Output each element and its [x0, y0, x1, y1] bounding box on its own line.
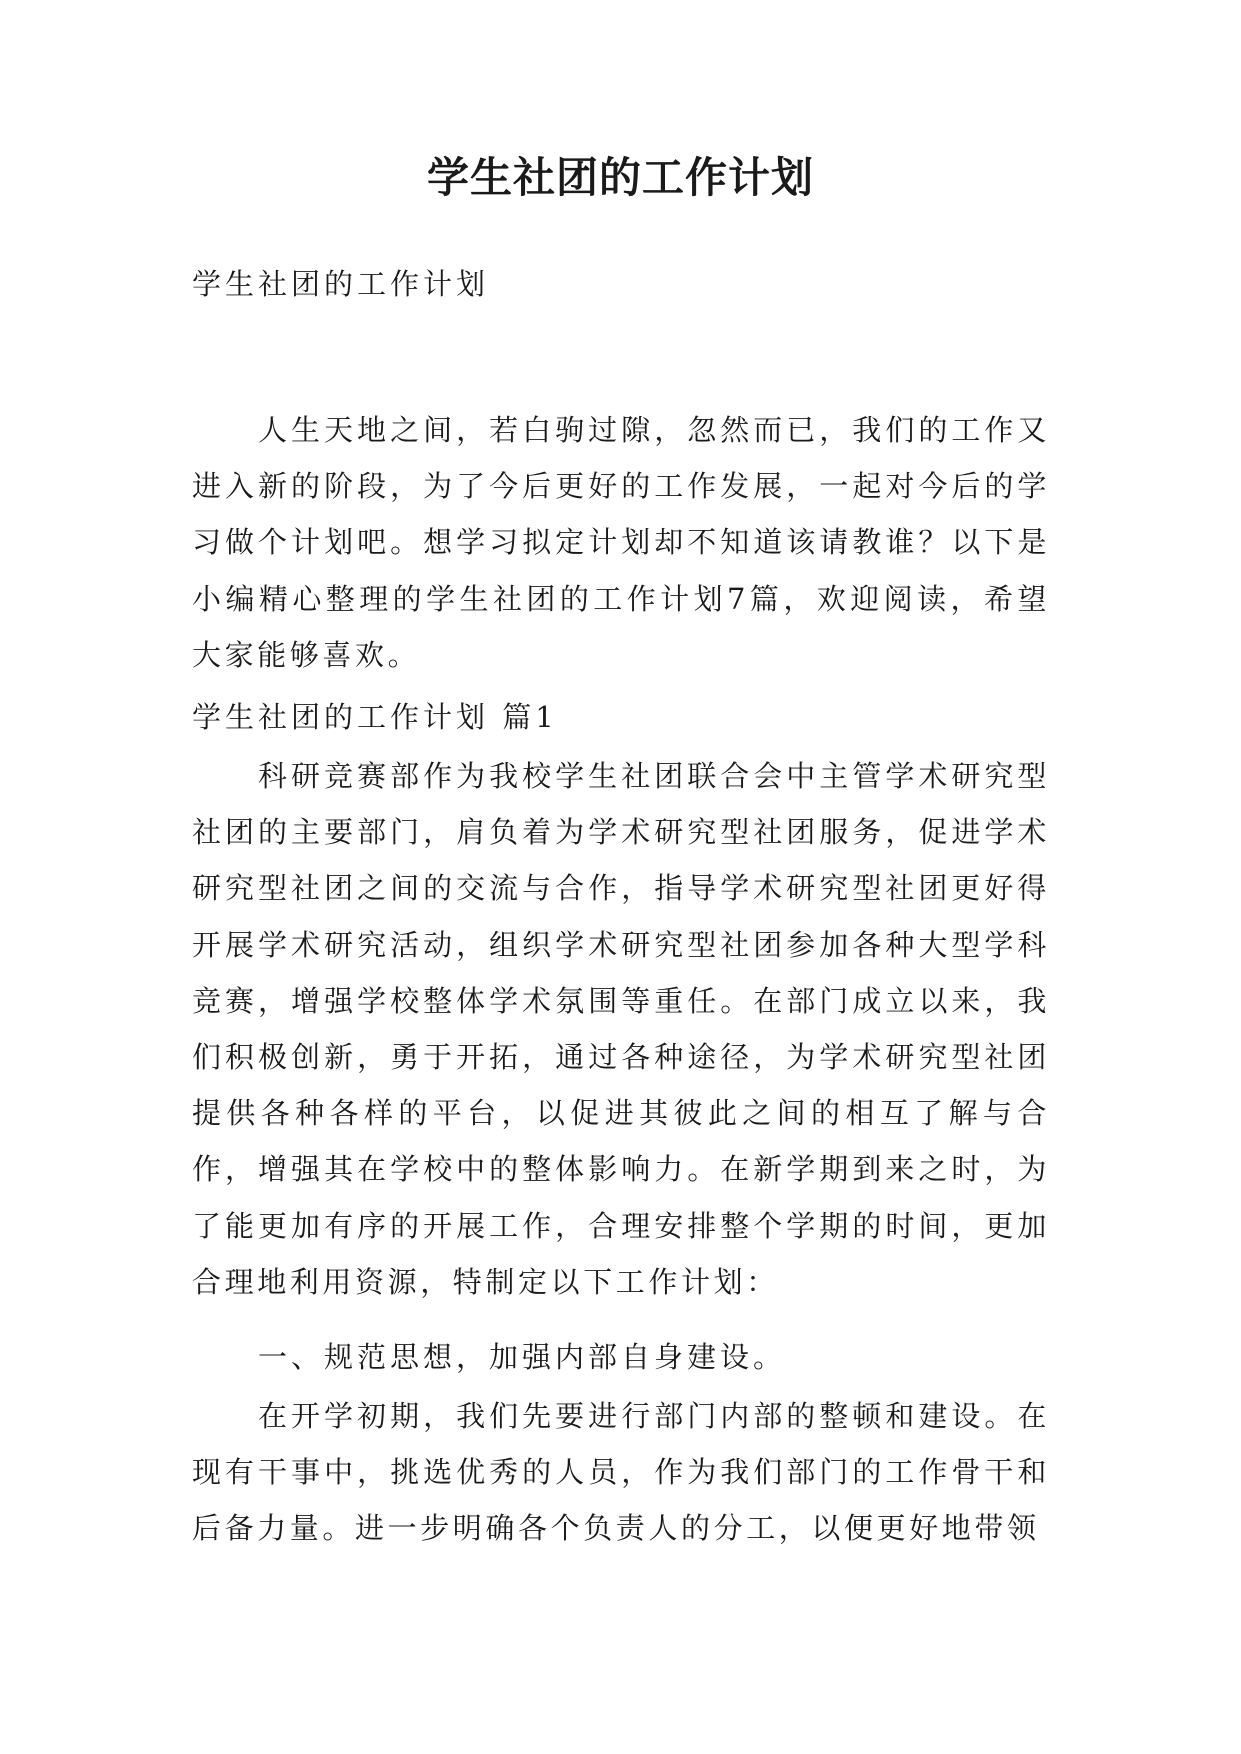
- chapter-heading: 学生社团的工作计划 篇1: [192, 700, 558, 734]
- body-paragraph: 科研竞赛部作为我校学生社团联合会中主管学术研究型社团的主要部门，肩负着为学术研究型社团服务，促进学术研究型社团之间的交流与合作，指导学术研究型社团更好得开展学术研究活动，组织学术研究型社团参加各种大型学科竞赛，增强学校整体学术氛围等重任。在部门成立以来，我们积极创新，勇于开拓，通过各种途径，为学术研究型社团提供各种各样的平台，以促进其彼此之间的相互了解与合作，增强其在学校中的整体影响力。在新学期到来之时，为了能更加有序的开展工作，合理安排整个学期的时间，更加合理地利用资源，特制定以下工作计划：: [192, 759, 1050, 1299]
- body-paragraph-continued: 在开学初期，我们先要进行部门内部的整顿和建设。在现有干事中，挑选优秀的人员，作为我们部门的工作骨干和后备力量。进一步明确各个负责人的分工，以便更好地带领: [192, 1399, 1050, 1546]
- section-heading: 一、规范思想，加强内部自身建设。: [258, 1340, 787, 1374]
- intro-paragraph: 人生天地之间，若白驹过隙，忽然而已，我们的工作又进入新的阶段，为了今后更好的工作发展，一起对今后的学习做个计划吧。想学习拟定计划却不知道该请教谁？以下是小编精心整理的学生社团的工作计划7篇，欢迎阅读，希望大家能够喜欢。: [192, 413, 1050, 672]
- document-title: 学生社团的工作计划: [426, 153, 814, 202]
- document-subtitle: 学生社团的工作计划: [192, 267, 490, 301]
